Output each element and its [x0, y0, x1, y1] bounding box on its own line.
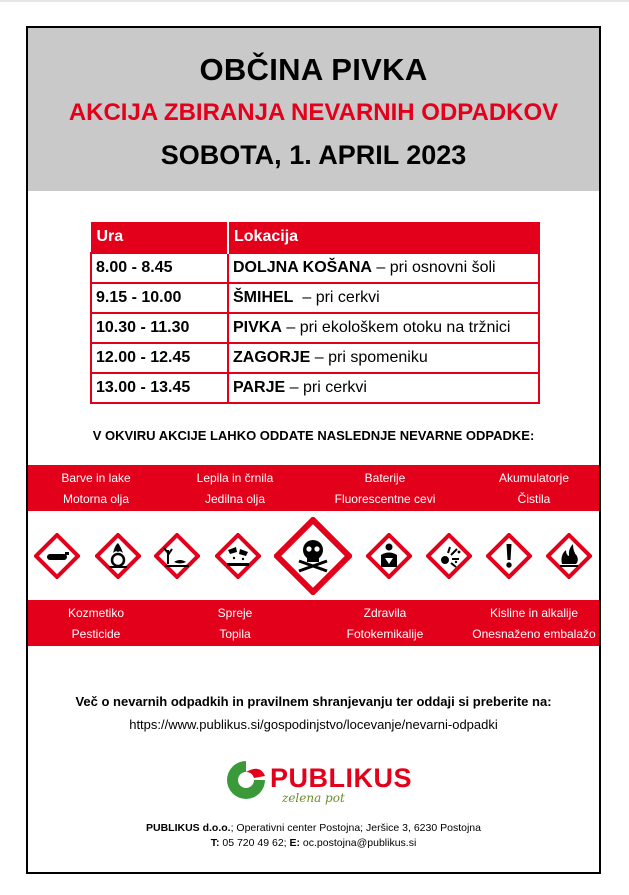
waste-item: Zdravila — [363, 606, 407, 620]
waste-item: Lepila in črnila — [196, 471, 274, 485]
hazard-pictograms — [28, 513, 599, 599]
time-cell: 8.00 - 8.45 — [91, 253, 228, 283]
logo-tagline: zelena pot — [282, 791, 345, 805]
location-cell — [228, 283, 539, 313]
table-row — [91, 313, 539, 343]
info-link[interactable]: https://www.publikus.si/gospodinjstvo/locevanje/nevarni-odpadki — [129, 717, 498, 732]
waste-item: Onesnaženo embalažo — [472, 627, 596, 641]
waste-item: Kozmetiko — [67, 606, 125, 620]
flyer-header — [28, 28, 599, 191]
environment-icon — [154, 533, 200, 579]
waste-row — [28, 489, 599, 509]
location-name: PIVKA — [233, 318, 282, 336]
location-detail: – pri spomeniku — [310, 348, 428, 366]
top-divider — [0, 0, 629, 2]
skull-icon — [274, 517, 352, 595]
location-detail: – pri cerkvi — [293, 288, 380, 306]
waste-item: Pesticide — [71, 627, 121, 641]
location-detail: – pri cerkvi — [285, 378, 367, 396]
waste-item: Barve in lake — [61, 471, 131, 485]
location-detail: – pri osnovni šoli — [371, 258, 496, 276]
flammable-icon — [546, 533, 592, 579]
address-text: ; Operativni center Postojna; Jeršice 3, 6230 Postojna — [230, 822, 481, 834]
phone-number: 05 720 49 62; — [219, 837, 290, 849]
waste-item: Kisline in alkalije — [489, 606, 579, 620]
more-info-text: Več o nevarnih odpadkih in pravilnem shranjevanju ter oddaji si preberite na: — [75, 694, 552, 709]
waste-item: Fotokemikalije — [346, 627, 424, 641]
location-name: ZAGORJE — [233, 348, 311, 366]
email-address[interactable]: oc.postojna@publikus.si — [300, 837, 417, 849]
location-name: DOLJNA KOŠANA — [233, 258, 372, 276]
waste-item: Fluorescentne cevi — [334, 492, 436, 506]
time-cell: 10.30 - 11.30 — [91, 313, 228, 343]
schedule-header-row — [91, 223, 539, 253]
table-row — [91, 373, 539, 403]
waste-item: Akumulatorje — [498, 471, 570, 485]
location-cell — [228, 343, 539, 373]
waste-item: Motorna olja — [62, 492, 130, 506]
health-hazard-icon — [366, 533, 412, 579]
location-detail: – pri ekološkem otoku na tržnici — [281, 318, 511, 336]
municipality-title: OBČINA PIVKA — [199, 52, 428, 87]
waste-row — [28, 468, 599, 488]
waste-intro: V OKVIRU AKCIJE LAHKO ODDATE NASLEDNJE NEVARNE ODPADKE: — [92, 428, 535, 443]
location-cell — [228, 313, 539, 343]
waste-item: Baterije — [364, 471, 406, 485]
waste-item: Čistila — [517, 492, 551, 506]
schedule-table — [90, 222, 540, 404]
campaign-subtitle: AKCIJA ZBIRANJA NEVARNIH ODPADKOV — [68, 99, 559, 126]
gas-cylinder-icon — [34, 533, 80, 579]
location-name: PARJE — [233, 378, 286, 396]
logo-leaf-icon — [224, 758, 268, 800]
company-address — [28, 822, 599, 834]
publikus-logo — [224, 758, 413, 808]
location-cell — [228, 253, 539, 283]
oxidizer-icon — [95, 533, 141, 579]
email-label: E: — [289, 837, 300, 849]
time-cell: 12.00 - 12.45 — [91, 343, 228, 373]
flyer — [26, 26, 601, 874]
waste-item: Jedilna olja — [204, 492, 266, 506]
company-contacts — [28, 837, 599, 849]
logo-name: PUBLIKUS — [270, 763, 413, 793]
table-row — [91, 343, 539, 373]
company-name: PUBLIKUS d.o.o. — [146, 822, 231, 834]
waste-row — [28, 603, 599, 623]
table-row — [91, 253, 539, 283]
table-row — [91, 283, 539, 313]
time-cell: 13.00 - 13.45 — [91, 373, 228, 403]
time-cell: 9.15 - 10.00 — [91, 283, 228, 313]
exclamation-icon — [486, 533, 532, 579]
waste-item: Spreje — [217, 606, 253, 620]
time-column-header: Ura — [91, 223, 228, 253]
waste-item: Topila — [219, 627, 251, 641]
waste-band-top — [28, 465, 599, 511]
waste-row — [28, 624, 599, 644]
explosive-icon — [426, 533, 472, 579]
location-name: ŠMIHEL — [233, 288, 294, 306]
phone-label: T: — [210, 837, 220, 849]
location-column-header: Lokacija — [228, 223, 539, 253]
event-date: SOBOTA, 1. APRIL 2023 — [160, 140, 467, 170]
waste-band-bottom — [28, 600, 599, 646]
location-cell — [228, 373, 539, 403]
corrosive-icon — [215, 533, 261, 579]
